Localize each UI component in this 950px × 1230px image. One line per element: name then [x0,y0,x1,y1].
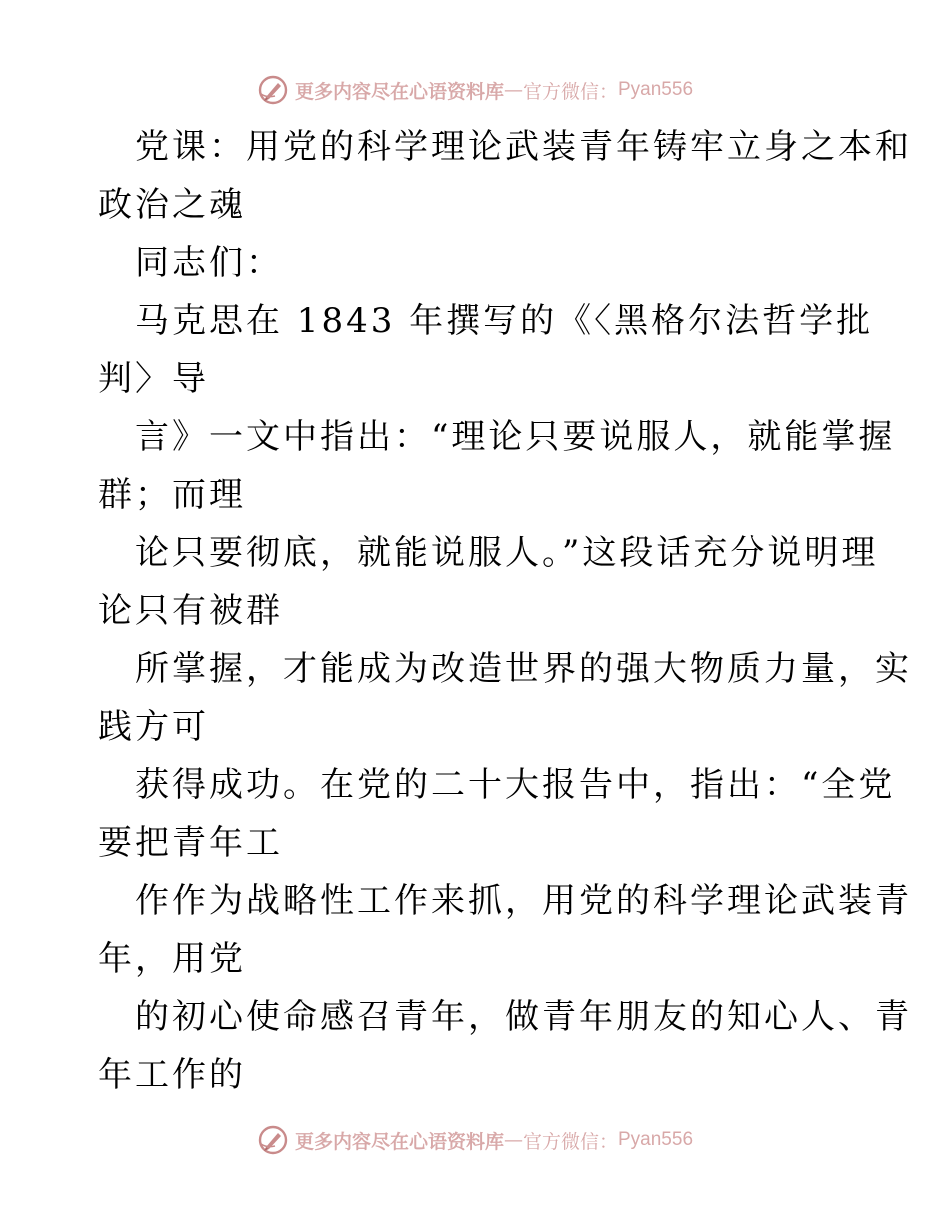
watermark-dash: — [503,1129,523,1151]
paragraph-line: 年工作的 [98,1055,246,1095]
title-line-2: 政治之魂 [98,185,246,225]
paragraph-line: 作作为战略性工作来抓，用党的科学理论武装青 [135,881,912,921]
paragraph-line: 所掌握，才能成为改造世界的强大物质力量，实 [135,649,912,689]
watermark-title: 更多内容尽在心语资料库 [294,1130,504,1153]
header-watermark [0,70,950,110]
paragraph-line: 论只有被群 [98,591,283,631]
paragraph-line: 获得成功。在党的二十大报告中，指出：“全党 [135,765,896,805]
title-line-1: 党课：用党的科学理论武装青年铸牢立身之本和 [135,127,912,167]
watermark-wechat-label: 官方微信： [522,80,618,103]
paragraph-line: 言》一文中指出：“理论只要说服人，就能掌握 [135,417,896,457]
footer-watermark [0,1120,950,1160]
paragraph-line: 马克思在 1843 年撰写的《〈黑格尔法哲学批 [135,301,874,341]
paragraph-line: 群；而理 [98,475,246,515]
watermark-wechat-label: 官方微信： [522,1130,618,1153]
pen-logo-icon [257,74,289,106]
paragraph-line: 年，用党 [98,939,246,979]
watermark-wechat-id: Pyan556 [618,1129,694,1150]
salutation: 同志们： [135,243,283,283]
paragraph-line: 践方可 [98,707,209,747]
watermark-title: 更多内容尽在心语资料库 [294,80,504,103]
watermark-dash: — [503,79,523,101]
paragraph-line: 的初心使命感召青年，做青年朋友的知心人、青 [135,997,912,1037]
watermark-wechat-id: Pyan556 [618,79,694,100]
paragraph-line: 判〉导 [98,359,209,399]
paragraph-line: 论只要彻底，就能说服人。”这段话充分说明理 [135,533,879,573]
paragraph-line: 要把青年工 [98,823,283,863]
pen-logo-icon [257,1124,289,1156]
